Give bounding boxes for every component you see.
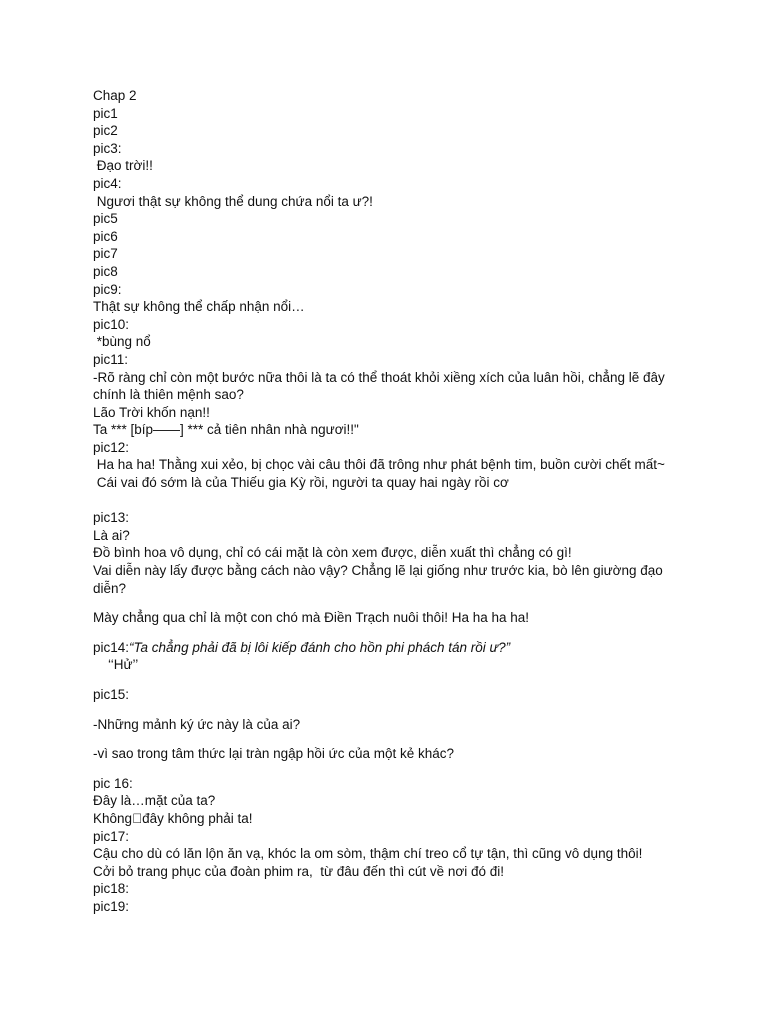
dialogue-line: Cái vai đó sớm là của Thiếu gia Kỳ rồi, người ta quay hai ngày rồi cơ xyxy=(93,475,509,491)
pic-label: pic9: xyxy=(93,281,122,297)
dialogue-line: Ta *** [bíp——] *** cả tiên nhân nhà ngươi!!" xyxy=(93,422,359,438)
paragraph-gap xyxy=(93,627,683,639)
pic-label: pic8 xyxy=(93,263,118,279)
pic-label: pic17: xyxy=(93,828,130,844)
pic-label: pic11: xyxy=(93,351,129,367)
paragraph-gap xyxy=(93,763,683,775)
paragraph-gap xyxy=(93,674,683,686)
pic14-line xyxy=(93,639,683,657)
pic-label: pic12: xyxy=(93,439,130,455)
dialogue-line: Cởi bỏ trang phục của đoàn phim ra, từ đâu đến thì cút về nơi đó đi! xyxy=(93,863,504,879)
pic-label: pic14: xyxy=(93,639,130,655)
dialogue-line: Lão Trời khốn nạn!! xyxy=(93,404,210,420)
blank-line xyxy=(93,492,683,510)
pic-label: pic15: xyxy=(93,687,130,702)
pic-label: pic13: xyxy=(93,510,130,526)
pic-label: pic10: xyxy=(93,316,130,332)
dialogue-line: -Những mảnh ký ức này là của ai? xyxy=(93,716,301,732)
dialogue-line: -Rõ ràng chỉ còn một bước nữa thôi là ta có thể thoát khỏi xiềng xích của luân hồi, chẳng lẽ đây chính là thiên mệnh sao? xyxy=(93,369,669,403)
paragraph-gap xyxy=(93,597,683,609)
pic-label: pic2 xyxy=(93,123,118,139)
paragraph-gap xyxy=(93,704,683,716)
pic-label: pic6 xyxy=(93,228,118,244)
pic-label: pic5 xyxy=(93,211,118,227)
dialogue-line: Không đây không phải ta! xyxy=(93,810,253,826)
chapter-title: Chap 2 xyxy=(93,88,137,103)
pic-label: pic3: xyxy=(93,140,122,156)
dialogue-line: Ha ha ha! Thằng xui xẻo, bị chọc vài câu thôi đã trông như phát bệnh tim, buồn cười chết mất~ xyxy=(93,457,665,473)
dialogue-line: Đạo trời!! xyxy=(93,158,153,174)
pic-label: pic19: xyxy=(93,898,130,914)
dialogue-line: -vì sao trong tâm thức lại tràn ngập hồi ức của một kẻ khác? xyxy=(93,746,454,762)
dialogue-line: Là ai? xyxy=(93,527,130,543)
dialogue-line: Ngươi thật sự không thể dung chứa nổi ta ư?! xyxy=(93,193,373,209)
dialogue-line: Mày chẳng qua chỉ là một con chó mà Điền Trạch nuôi thôi! Ha ha ha ha! xyxy=(93,610,530,626)
pic-label: pic1 xyxy=(93,105,118,121)
pic-label: pic18: xyxy=(93,881,130,897)
dialogue-line: Đây là…mặt của ta? xyxy=(93,793,216,809)
italic-quote: “Ta chẳng phải đã bị lôi kiếp đánh cho hồn phi phách tán rồi ư?” xyxy=(129,639,511,655)
pic-label: pic7 xyxy=(93,246,118,262)
dialogue-line: Cậu cho dù có lăn lộn ăn vạ, khóc la om sòm, thậm chí treo cổ tự tận, thì cũng vô dụng thôi! xyxy=(93,846,643,862)
pic-label: pic4: xyxy=(93,175,122,191)
dialogue-line: *bùng nổ xyxy=(93,334,151,350)
dialogue-line: ‘‘Hử’’ xyxy=(93,657,139,673)
dialogue-line: Vai diễn này lấy được bằng cách nào vậy? Chẳng lẽ lại giống như trước kia, bò lên giường đạo diễn? xyxy=(93,563,667,596)
pic-label: pic 16: xyxy=(93,775,133,791)
paragraph-gap xyxy=(93,733,683,745)
document-body xyxy=(93,87,683,916)
dialogue-line: Đồ bình hoa vô dụng, chỉ có cái mặt là còn xem được, diễn xuất thì chẳng có gì! xyxy=(93,545,572,561)
dialogue-line: Thật sự không thể chấp nhận nổi… xyxy=(93,299,305,315)
